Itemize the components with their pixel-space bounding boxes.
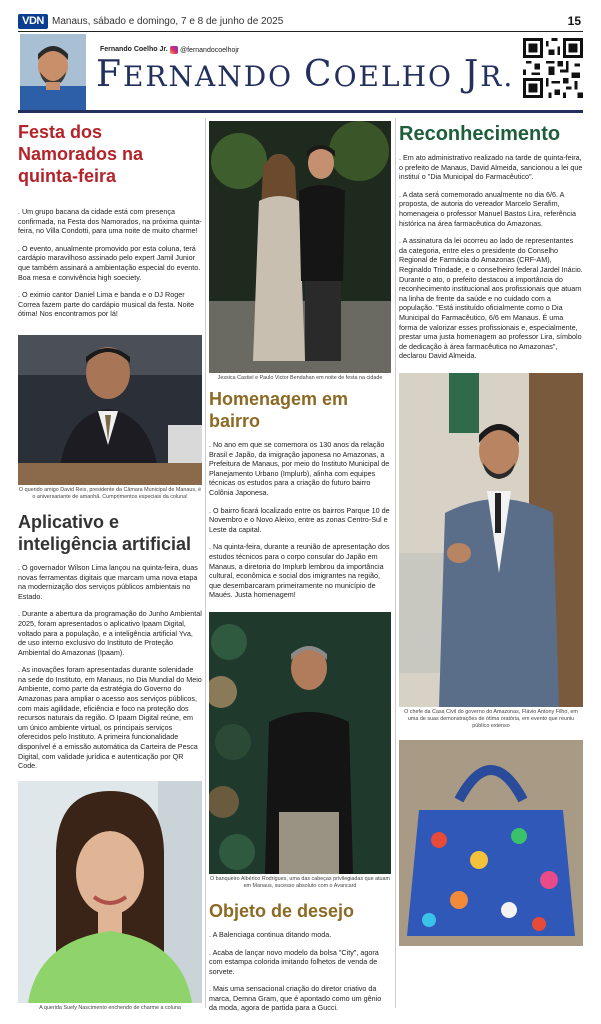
- photo-alberico-rodrigues: [209, 612, 391, 874]
- paragraph: . A Balenciaga continua ditando moda.: [209, 929, 332, 939]
- top-bar: [0, 0, 601, 32]
- photo-jessica-paulo: [209, 121, 391, 373]
- paragraph: . A data será comemorado anualmente no dia 6/6. A proposta, de autoria do vereador Marcelo Serafim, homenageia o professor Manuel Bastos Lira, referência histórica na área farmacêutica do Amazonas.: [399, 189, 576, 228]
- paragraph: . Mais uma sensacional criação do diretor criativo da marca, Demna Gram, que é apontado como um gênio da moda, agora de partida para a Gucci.: [209, 984, 382, 1013]
- paragraph: . Acaba de lançar novo modelo da bolsa "City", agora com estampa colorida imitando folhetos de venda de sorvete.: [209, 947, 379, 976]
- column-left: [18, 117, 202, 1012]
- photo-caption: O banqueiro Albérico Rodrigues, uma das cabeças privilegiadas que atuam em Manaus, sucesso absoluto com o Avancard: [209, 875, 391, 889]
- headline-homenagem: Homenagem em bairro: [209, 389, 349, 431]
- author-name: Fernando Coelho Jr.: [100, 46, 168, 53]
- headline-festa: Festa dos Namorados na quinta-feira: [18, 122, 144, 186]
- photo-suely-nascimento: [18, 781, 202, 1003]
- photo-caption: O querido amigo David Reis, presidente da Câmara Municipal de Manaus, é o aniversariante de amanhã. Cumprimentos especiais da coluna!: [18, 486, 202, 500]
- paragraph: . A assinatura da lei ocorreu ao lado de representantes da categoria, entre eles o presidente do Conselho Regional de Farmácia do Amazonas (CRF-AM), Reginaldo Trindade, e o conselheiro federal Jardel Inácio. Durante o ato, o prefeito destacou a importância do reconhecimento institucional aos profissionais que atuam na linha de frente da saúde e no cuidado com a população. "Está instituído oficialmente como o Dia Municipal do Farmacêutico, 6/6 em Manaus. É uma forma de valorizar esses profissionais e, especialmente, prestar uma justa homenagem ao professor Lira, símbolo de dedicação à área farmacêutica no Amazonas", declarou David Almeida.: [399, 236, 583, 361]
- headline-aplicativo: Aplicativo e inteligência artificial: [18, 511, 192, 554]
- column-divider: [205, 118, 206, 1008]
- page-number: 15: [567, 14, 581, 28]
- photo-caption: A querida Suely Nascimento enchendo de charme a coluna: [39, 1004, 181, 1011]
- headline-objeto-desejo: Objeto de desejo: [209, 900, 355, 921]
- paragraph: . O governador Wilson Lima lançou na quinta-feira, duas novas ferramentas digitais que marcam uma nova etapa na modernização dos serviços públicos ambientais no Estado.: [18, 562, 198, 601]
- photo-david-reis: [18, 335, 202, 485]
- paragraph: . O bairro ficará localizado entre os bairros Parque 10 de Novembro e o Novo Aleixo, entre as zonas Centro-Sul e Leste da capital.: [209, 505, 390, 534]
- newspaper-logo: VDN: [18, 14, 48, 29]
- paragraph: . Em ato administrativo realizado na tarde de quinta-feira, o prefeito de Manaus, David Almeida, sancionou a lei que instituí o "Dia Municipal do Farmacêutico".: [399, 153, 583, 182]
- paragraph: . O evento, anualmente promovido por esta coluna, terá cardápio maravilhoso assinado pelo expert Jamil Junior que também assinará a ambientação especial do evento. Boa mesa e convivência high soeciety.: [18, 243, 201, 282]
- dateline: Manaus, sábado e domingo, 7 e 8 de junho de 2025: [52, 16, 284, 27]
- photo-flavio-antony: [399, 373, 583, 707]
- photo-caption: O chefe da Casa Civil do governo do Amazonas, Flávio Antony Filho, em uma de suas demonstrações de ótima oratória, em evento que reuniu público extenso: [404, 708, 578, 729]
- columnist-portrait: [20, 34, 86, 110]
- instagram-icon: [170, 46, 178, 54]
- column-middle: [209, 117, 391, 1013]
- paragraph: . O eximio cantor Daniel Lima e banda e o DJ Roger Correa fazem parte do cardápio musical da festa. Noite ótima! Nos encontramos por lá!: [18, 290, 195, 319]
- paragraph: . No ano em que se comemora os 130 anos da relação Brasil e Japão, da imigração japonesa no Amazonas, a Prefeitura de Manaus, por meio do Instituto Municipal de Planejamento Urbano (Implurb), alinha com equipes técnicas os estudos para a criação do futuro bairro Colônia Japonesa.: [209, 440, 390, 497]
- top-rule: [18, 31, 583, 32]
- qr-code[interactable]: [523, 38, 583, 98]
- paragraph: . Na quinta-feira, durante a reunião de apresentação dos estudos técnicos para o corpo consular do Japão em Manaus, a diretoria do Implurb lembrou da importância cultural, econômica e social dos imigrantes na região, que desembarcaram primeiramente no município de Maués. Justa homenagem!: [209, 542, 390, 600]
- column-right: [399, 117, 583, 946]
- paragraph: . As inovações foram apresentadas durante solenidade na sede do Instituto, em Manaus, no Dia Mundial do Meio Ambiente, como parte da estratégia do Governo do Amazonas para ampliar o acesso aos serviços públicos, com mais agilidade, eficiência e foco na proteção dos recursos naturais da região. O Ipaam Digital reúne, em um único ambiente virtual, os principais serviços oferecidos pelo Instituto. A primeira funcionalidade disponível é a emissão automática da Carteira de Pesca Digital, com validade jurídica e autenticação por QR Code.: [18, 665, 202, 771]
- column-title: FERNANDO COELHO JR.: [96, 54, 515, 95]
- masthead-rule: [18, 110, 583, 113]
- masthead: [18, 34, 583, 112]
- paragraph: . Um grupo bacana da cidade está com presença confirmada, na Festa dos Namorados, na próxima quinta-feira, no Villa Condotti, para uma noite de muito charme!: [18, 207, 202, 236]
- paragraph: . Durante a abertura da programação do Junho Ambiental 2025, foram apresentados o aplicativo Ipaam Digital, voltado para a população, e a inteligência artificial Yva, de uso interno exclusivo do Instituto de Proteção Ambiental do Amazonas (Ipaam).: [18, 609, 202, 657]
- instagram-handle[interactable]: [170, 46, 239, 54]
- column-divider: [395, 118, 396, 1008]
- instagram-handle-text: @fernandocoelhojr: [180, 46, 240, 54]
- headline-reconhecimento: Reconhecimento: [399, 123, 561, 145]
- photo-balenciaga-bag: [399, 740, 583, 946]
- photo-caption: Jessica Castiel e Paulo Victor Bendahan em noite de festa na cidade: [217, 375, 383, 381]
